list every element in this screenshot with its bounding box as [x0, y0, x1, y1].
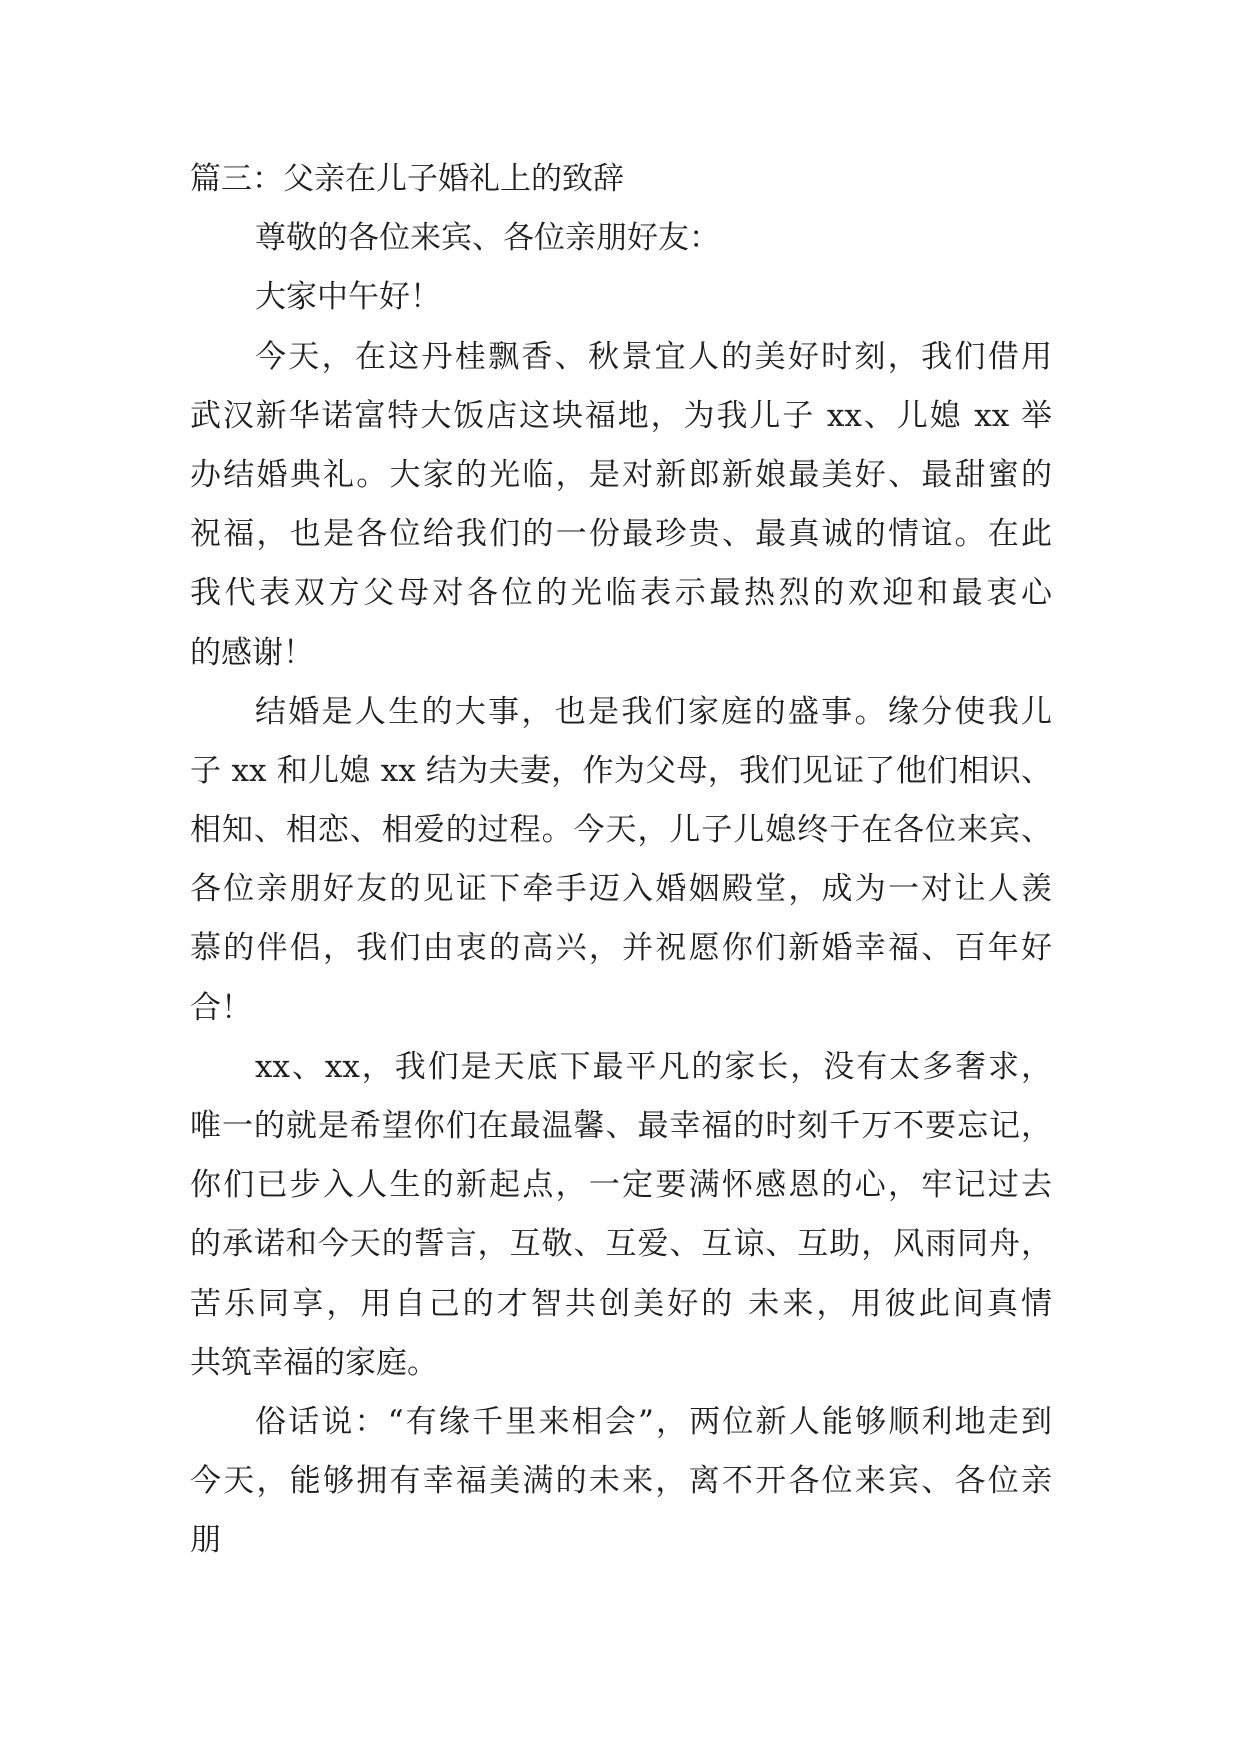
text-line: 武汉新华诺富特大饭店这块福地，为我儿子 xx、儿媳 xx 举: [190, 397, 1052, 434]
text-line: 相知、相恋、相爱的过程。今天，儿子儿媳终于在各位来宾、: [190, 812, 1052, 849]
text-line: 今天，能够拥有幸福美满的未来，离不开各位来宾、各位亲: [190, 1463, 1052, 1500]
paragraph: [190, 1038, 1052, 1393]
text-line: 祝福，也是各位给我们的一份最珍贵、最真诚的情谊。在此: [190, 516, 1052, 553]
text-line: 合！: [190, 989, 252, 1026]
text-line: xx、xx，我们是天底下最平凡的家长，没有太多奢求，: [255, 1048, 1052, 1085]
salutation: 尊敬的各位来宾、各位亲朋好友：: [255, 220, 720, 257]
text-line: 你们已步入人生的新起点，一定要满怀感恩的心，牢记过去: [190, 1167, 1052, 1204]
text-line: 办结婚典礼。大家的光临，是对新郎新娘最美好、最甜蜜的: [190, 456, 1052, 493]
text-line: 的承诺和今天的誓言，互敬、互爱、互谅、互助，风雨同舟，: [190, 1226, 1052, 1263]
text-line: 结婚是人生的大事，也是我们家庭的盛事。缘分使我儿: [255, 693, 1052, 730]
text-line: 我代表双方父母对各位的光临表示最热烈的欢迎和最衷心: [190, 575, 1052, 612]
document-page: [190, 150, 1052, 1571]
text-line: 唯一的就是希望你们在最温馨、最幸福的时刻千万不要忘记，: [190, 1108, 1052, 1144]
text-line: 各位亲朋好友的见证下牵手迈入婚姻殿堂，成为一对让人羡: [190, 871, 1052, 908]
greeting: 大家中午好！: [255, 279, 441, 316]
text-line: 苦乐同享，用自己的才智共创美好的 未来，用彼此间真情: [190, 1285, 1052, 1322]
text-line: 今天，在这丹桂飘香、秋景宜人的美好时刻，我们借用: [255, 338, 1052, 375]
paragraph: [190, 1393, 1052, 1571]
paragraph: [190, 328, 1052, 683]
text-line: 的感谢！: [190, 634, 314, 671]
page-title: 篇三：父亲在儿子婚礼上的致辞: [190, 161, 624, 197]
text-line: 朋: [190, 1522, 221, 1559]
text-line: 子 xx 和儿媳 xx 结为夫妻，作为父母，我们见证了他们相识、: [190, 752, 1052, 789]
paragraph: [190, 683, 1052, 1038]
text-line: 慕的伴侣，我们由衷的高兴，并祝愿你们新婚幸福、百年好: [190, 930, 1052, 967]
text-line: 俗话说：“有缘千里来相会”，两位新人能够顺利地走到: [255, 1403, 1052, 1440]
text-line: 共筑幸福的家庭。: [190, 1344, 438, 1381]
